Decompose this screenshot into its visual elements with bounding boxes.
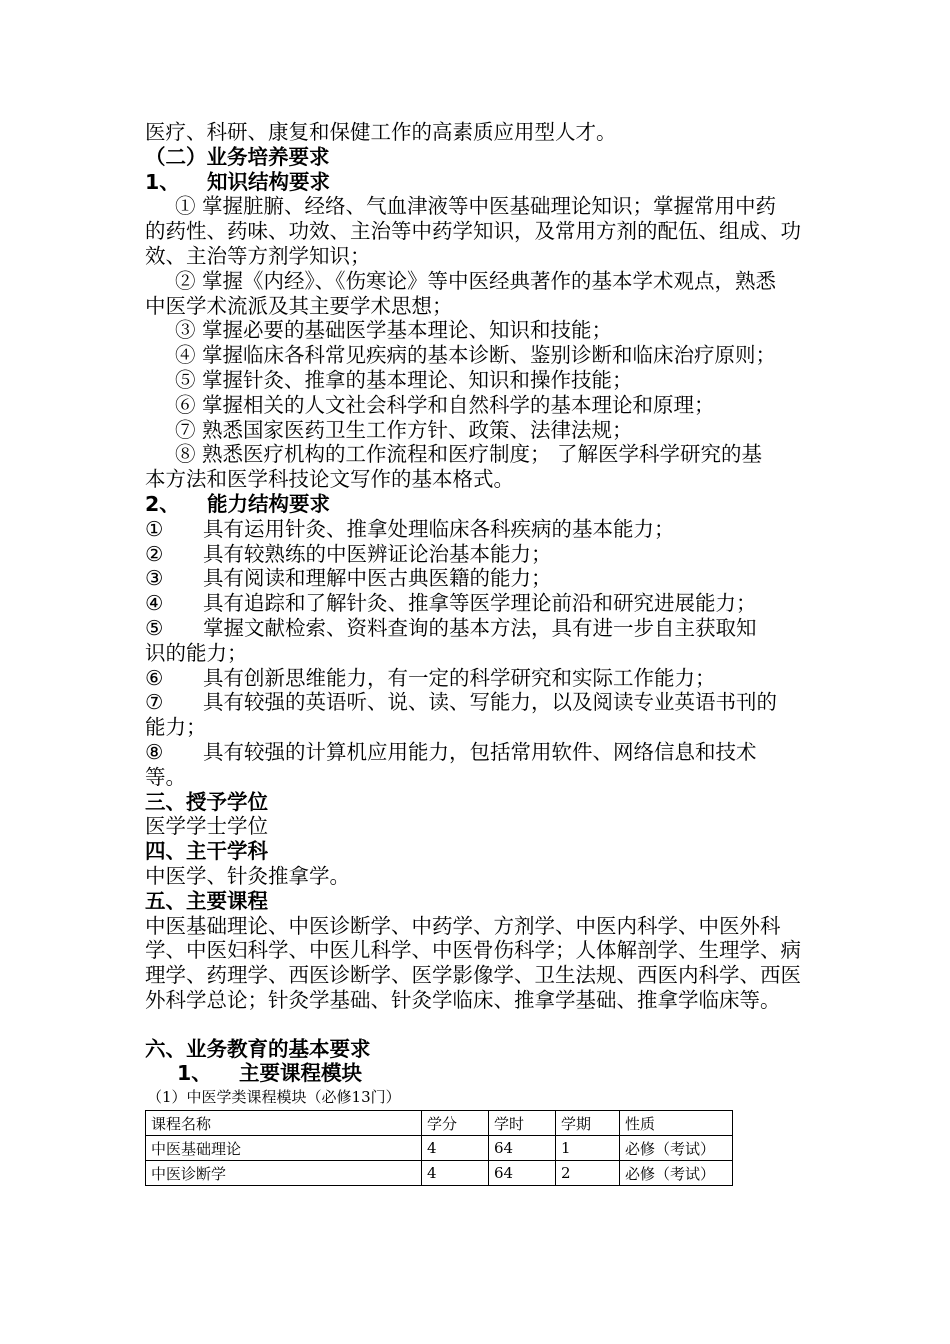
- table-cell: 必修（考试）: [620, 1161, 733, 1186]
- ability-item-cont: 识的能力；: [145, 640, 248, 665]
- section-heading: 四、主干学科: [145, 839, 268, 864]
- knowledge-item-cont: 中医学术流派及其主要学术思想；: [145, 293, 453, 318]
- knowledge-item: ② 掌握《内经》、《伤寒论》等中医经典著作的基本学术观点，熟悉: [175, 268, 777, 293]
- table-cell: 必修（考试）: [620, 1136, 733, 1161]
- knowledge-item: ⑤ 掌握针灸、推拿的基本理论、知识和操作技能；: [175, 367, 633, 392]
- table-row: [146, 1161, 733, 1186]
- section-heading: 五、主要课程: [145, 888, 268, 913]
- knowledge-item: ④ 掌握临床各科常见疾病的基本诊断、鉴别诊断和临床治疗原则；: [175, 343, 777, 368]
- ability-item: ⑦ 具有较强的英语听、说、读、写能力，以及阅读专业英语书刊的: [145, 690, 777, 715]
- knowledge-item: ⑦ 熟悉国家医药卫生工作方针、政策、法律法规；: [175, 417, 633, 442]
- table-cell: 中医诊断学: [146, 1161, 422, 1186]
- table-cell: 2: [556, 1161, 620, 1186]
- table-cell: 4: [422, 1161, 489, 1186]
- courses-text: 理学、药理学、西医诊断学、医学影像学、卫生法规、西医内科学、西医: [145, 963, 801, 988]
- subsection-heading: 1、 主要课程模块: [177, 1061, 362, 1086]
- courses-text: 外科学总论；针灸学基础、针灸学临床、推拿学基础、推拿学临床等。: [145, 987, 781, 1012]
- knowledge-item: ⑧ 熟悉医疗机构的工作流程和医疗制度； 了解医学科学研究的基: [175, 442, 763, 467]
- table-header-row: [146, 1111, 733, 1136]
- ability-item-cont: 能力；: [145, 715, 207, 740]
- table-cell: 64: [489, 1136, 556, 1161]
- ability-item: ⑤ 掌握文献检索、资料查询的基本方法，具有进一步自主获取知: [145, 615, 757, 640]
- table-cell: 中医基础理论: [146, 1136, 422, 1161]
- knowledge-item-cont: 本方法和医学科技论文写作的基本格式。: [145, 467, 514, 492]
- courses-text: 中医基础理论、中医诊断学、中药学、方剂学、中医内科学、中医外科: [145, 913, 781, 938]
- intro-line: 医疗、科研、康复和保健工作的高素质应用型人才。: [145, 120, 617, 144]
- section-heading: 三、授予学位: [145, 789, 268, 814]
- table-cell: 4: [422, 1136, 489, 1161]
- ability-item: ① 具有运用针灸、推拿处理临床各科疾病的基本能力；: [145, 516, 675, 541]
- course-table: [145, 1110, 733, 1186]
- table-row: [146, 1136, 733, 1161]
- ability-item: ⑧ 具有较强的计算机应用能力，包括常用软件、网络信息和技术: [145, 739, 757, 764]
- degree-text: 医学学士学位: [145, 814, 268, 839]
- section-heading: 六、业务教育的基本要求: [145, 1036, 371, 1061]
- table-cell: 1: [556, 1136, 620, 1161]
- table-header-cell: 学期: [556, 1111, 620, 1136]
- knowledge-item-cont: 的药性、药味、功效、主治等中药学知识，及常用方剂的配伍、组成、功: [145, 219, 801, 244]
- table-header-cell: 课程名称: [146, 1111, 422, 1136]
- knowledge-item-cont: 效、主治等方剂学知识；: [145, 243, 371, 268]
- ability-item: ③ 具有阅读和理解中医古典医籍的能力；: [145, 566, 552, 591]
- subsection-heading: 2、 能力结构要求: [145, 491, 330, 516]
- table-header-cell: 性质: [620, 1111, 733, 1136]
- knowledge-item: ③ 掌握必要的基础医学基本理论、知识和技能；: [175, 318, 613, 343]
- document-page: [145, 120, 825, 1186]
- ability-item: ② 具有较熟练的中医辨证论治基本能力；: [145, 541, 552, 566]
- table-header-cell: 学分: [422, 1111, 489, 1136]
- subsection-heading: 1、 知识结构要求: [145, 169, 330, 194]
- ability-item: ⑥ 具有创新思维能力，有一定的科学研究和实际工作能力；: [145, 665, 716, 690]
- courses-text: 学、中医妇科学、中医儿科学、中医骨伤科学；人体解剖学、生理学、病: [145, 938, 801, 963]
- table-cell: 64: [489, 1161, 556, 1186]
- section-heading: （二）业务培养要求: [145, 144, 330, 169]
- table-header-cell: 学时: [489, 1111, 556, 1136]
- table-caption: （1）中医学类课程模块（必修13门）: [147, 1088, 401, 1107]
- knowledge-item: ⑥ 掌握相关的人文社会科学和自然科学的基本理论和原理；: [175, 392, 715, 417]
- ability-item: ④ 具有追踪和了解针灸、推拿等医学理论前沿和研究进展能力；: [145, 591, 757, 616]
- knowledge-item: ① 掌握脏腑、经络、气血津液等中医基础理论知识；掌握常用中药: [175, 194, 777, 219]
- ability-item-cont: 等。: [145, 764, 186, 789]
- disciplines-text: 中医学、针灸推拿学。: [145, 863, 350, 888]
- blank-line: [145, 1013, 825, 1037]
